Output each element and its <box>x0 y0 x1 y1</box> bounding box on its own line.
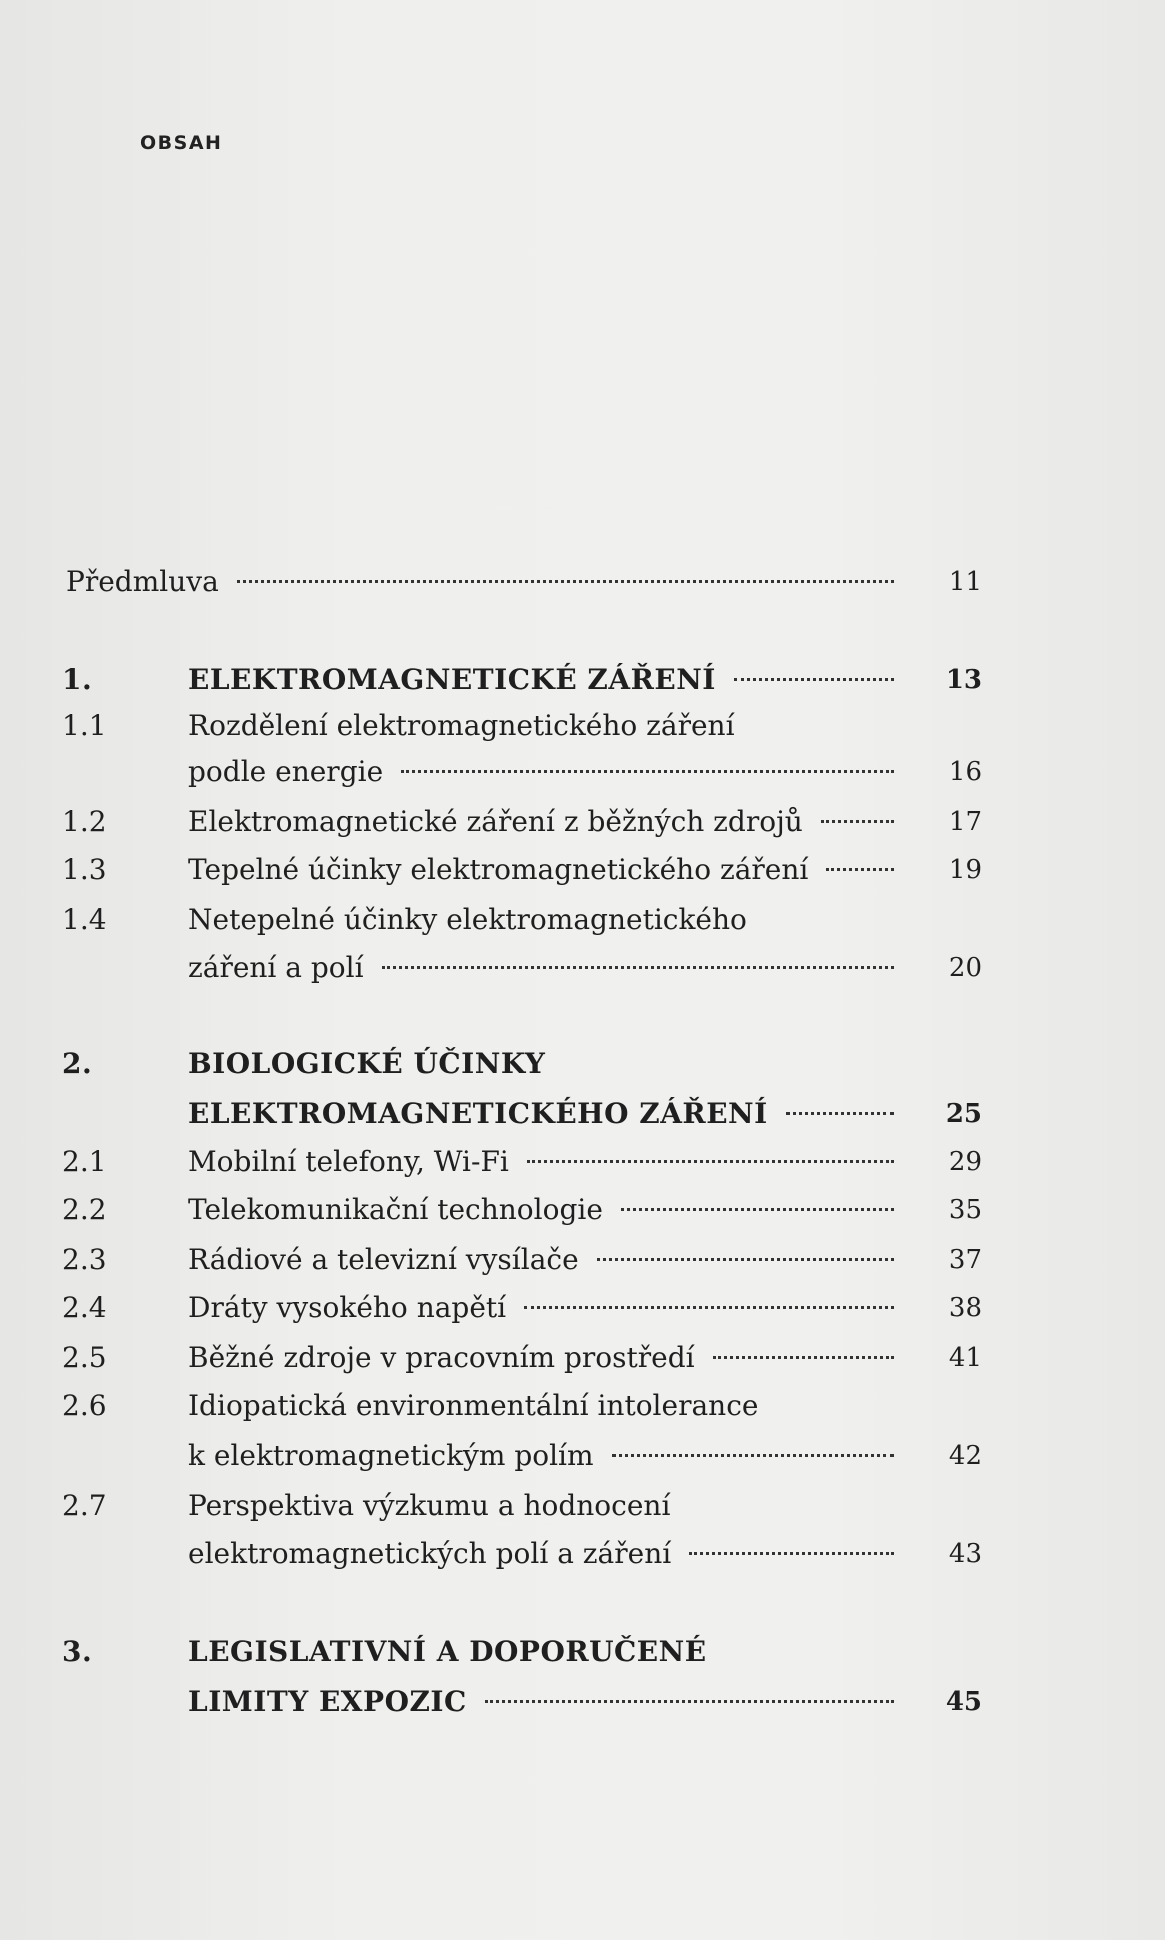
toc-entry-title: Předmluva <box>66 565 219 598</box>
section-title: Dráty vysokého napětí <box>188 1291 507 1324</box>
toc-page-number: 11 <box>948 567 982 597</box>
chapter-title: ELEKTROMAGNETICKÉHO ZÁŘENÍ <box>188 1097 768 1130</box>
dot-leader <box>382 966 894 969</box>
section-title-line <box>188 750 908 794</box>
toc-page-number: 25 <box>945 1099 982 1129</box>
section-number: 1.2 <box>62 805 107 838</box>
dot-leader <box>786 1112 894 1115</box>
toc-page-number: 43 <box>948 1539 982 1569</box>
section-title-line: Rozdělení elektromagnetického záření <box>188 709 735 742</box>
chapter-title: BIOLOGICKÉ ÚČINKY <box>188 1047 546 1080</box>
chapter-number: 2. <box>62 1047 93 1080</box>
section-title: Elektromagnetické záření z běžných zdrojů <box>188 805 803 838</box>
toc-page-number: 16 <box>948 757 982 787</box>
dot-leader <box>524 1306 894 1309</box>
section-title: záření a polí <box>188 951 364 984</box>
section-title-line <box>188 1434 908 1478</box>
chapter-title-line <box>188 1680 908 1724</box>
section-title: elektromagnetických polí a záření <box>188 1537 672 1570</box>
section-number: 2.2 <box>62 1193 107 1226</box>
section-number: 2.5 <box>62 1341 107 1374</box>
toc-page-number: 20 <box>948 953 982 983</box>
section-number: 2.6 <box>62 1389 107 1422</box>
chapter-title: LIMITY EXPOZIC <box>188 1685 467 1718</box>
toc-page-number: 35 <box>948 1195 982 1225</box>
section-title: Tepelné účinky elektromagnetického záření <box>188 853 809 886</box>
dot-leader <box>485 1700 894 1703</box>
dot-leader <box>821 820 894 823</box>
toc-page-number: 42 <box>948 1441 982 1471</box>
toc-page-number: 41 <box>948 1343 982 1373</box>
dot-leader <box>597 1258 894 1261</box>
dot-leader <box>734 678 894 681</box>
section-number: 1.4 <box>62 903 107 936</box>
dot-leader <box>612 1454 894 1457</box>
chapter-number: 3. <box>62 1635 93 1668</box>
dot-leader <box>621 1208 894 1211</box>
section-number: 2.3 <box>62 1243 107 1276</box>
dot-leader <box>826 868 894 871</box>
toc-page-number: 38 <box>948 1293 982 1323</box>
chapter-title: LEGISLATIVNÍ A DOPORUČENÉ <box>188 1635 707 1668</box>
section-title-line <box>188 1532 908 1576</box>
chapter-title: ELEKTROMAGNETICKÉ ZÁŘENÍ <box>188 663 716 696</box>
section-number: 1.1 <box>62 709 107 742</box>
section-title-line <box>188 946 908 990</box>
section-title-line: Perspektiva výzkumu a hodnocení <box>188 1489 671 1522</box>
section-title-line <box>188 1286 908 1330</box>
toc-page-number: 13 <box>945 665 982 695</box>
section-title-line: Netepelné účinky elektromagnetického <box>188 903 747 936</box>
dot-leader <box>237 580 894 583</box>
section-number: 2.4 <box>62 1291 107 1324</box>
toc-page-number: 29 <box>948 1147 982 1177</box>
section-title-line: Idiopatická environmentální intolerance <box>188 1389 759 1422</box>
section-title: Mobilní telefony, Wi-Fi <box>188 1145 509 1178</box>
toc-page-number: 45 <box>945 1687 982 1717</box>
section-title-line <box>188 800 908 844</box>
toc-entry-line <box>66 560 908 604</box>
chapter-title-line <box>188 658 908 702</box>
toc-header: OBSAH <box>140 132 223 154</box>
section-title-line <box>188 1188 908 1232</box>
chapter-number: 1. <box>62 663 93 696</box>
section-title-line <box>188 1336 908 1380</box>
section-title: k elektromagnetickým polím <box>188 1439 594 1472</box>
section-title: podle energie <box>188 755 384 788</box>
section-title-line <box>188 848 908 892</box>
chapter-title-line <box>188 1092 908 1136</box>
dot-leader <box>401 770 894 773</box>
section-title: Běžné zdroje v pracovním prostředí <box>188 1341 695 1374</box>
section-number: 1.3 <box>62 853 107 886</box>
toc-page-number: 17 <box>948 807 982 837</box>
toc-page-number: 19 <box>948 855 982 885</box>
dot-leader <box>713 1356 894 1359</box>
section-title: Telekomunikační technologie <box>188 1193 603 1226</box>
section-number: 2.7 <box>62 1489 107 1522</box>
section-number: 2.1 <box>62 1145 107 1178</box>
dot-leader <box>689 1552 894 1555</box>
section-title-line <box>188 1238 908 1282</box>
dot-leader <box>527 1160 894 1163</box>
section-title-line <box>188 1140 908 1184</box>
section-title: Rádiové a televizní vysílače <box>188 1243 579 1276</box>
toc-page-number: 37 <box>948 1245 982 1275</box>
